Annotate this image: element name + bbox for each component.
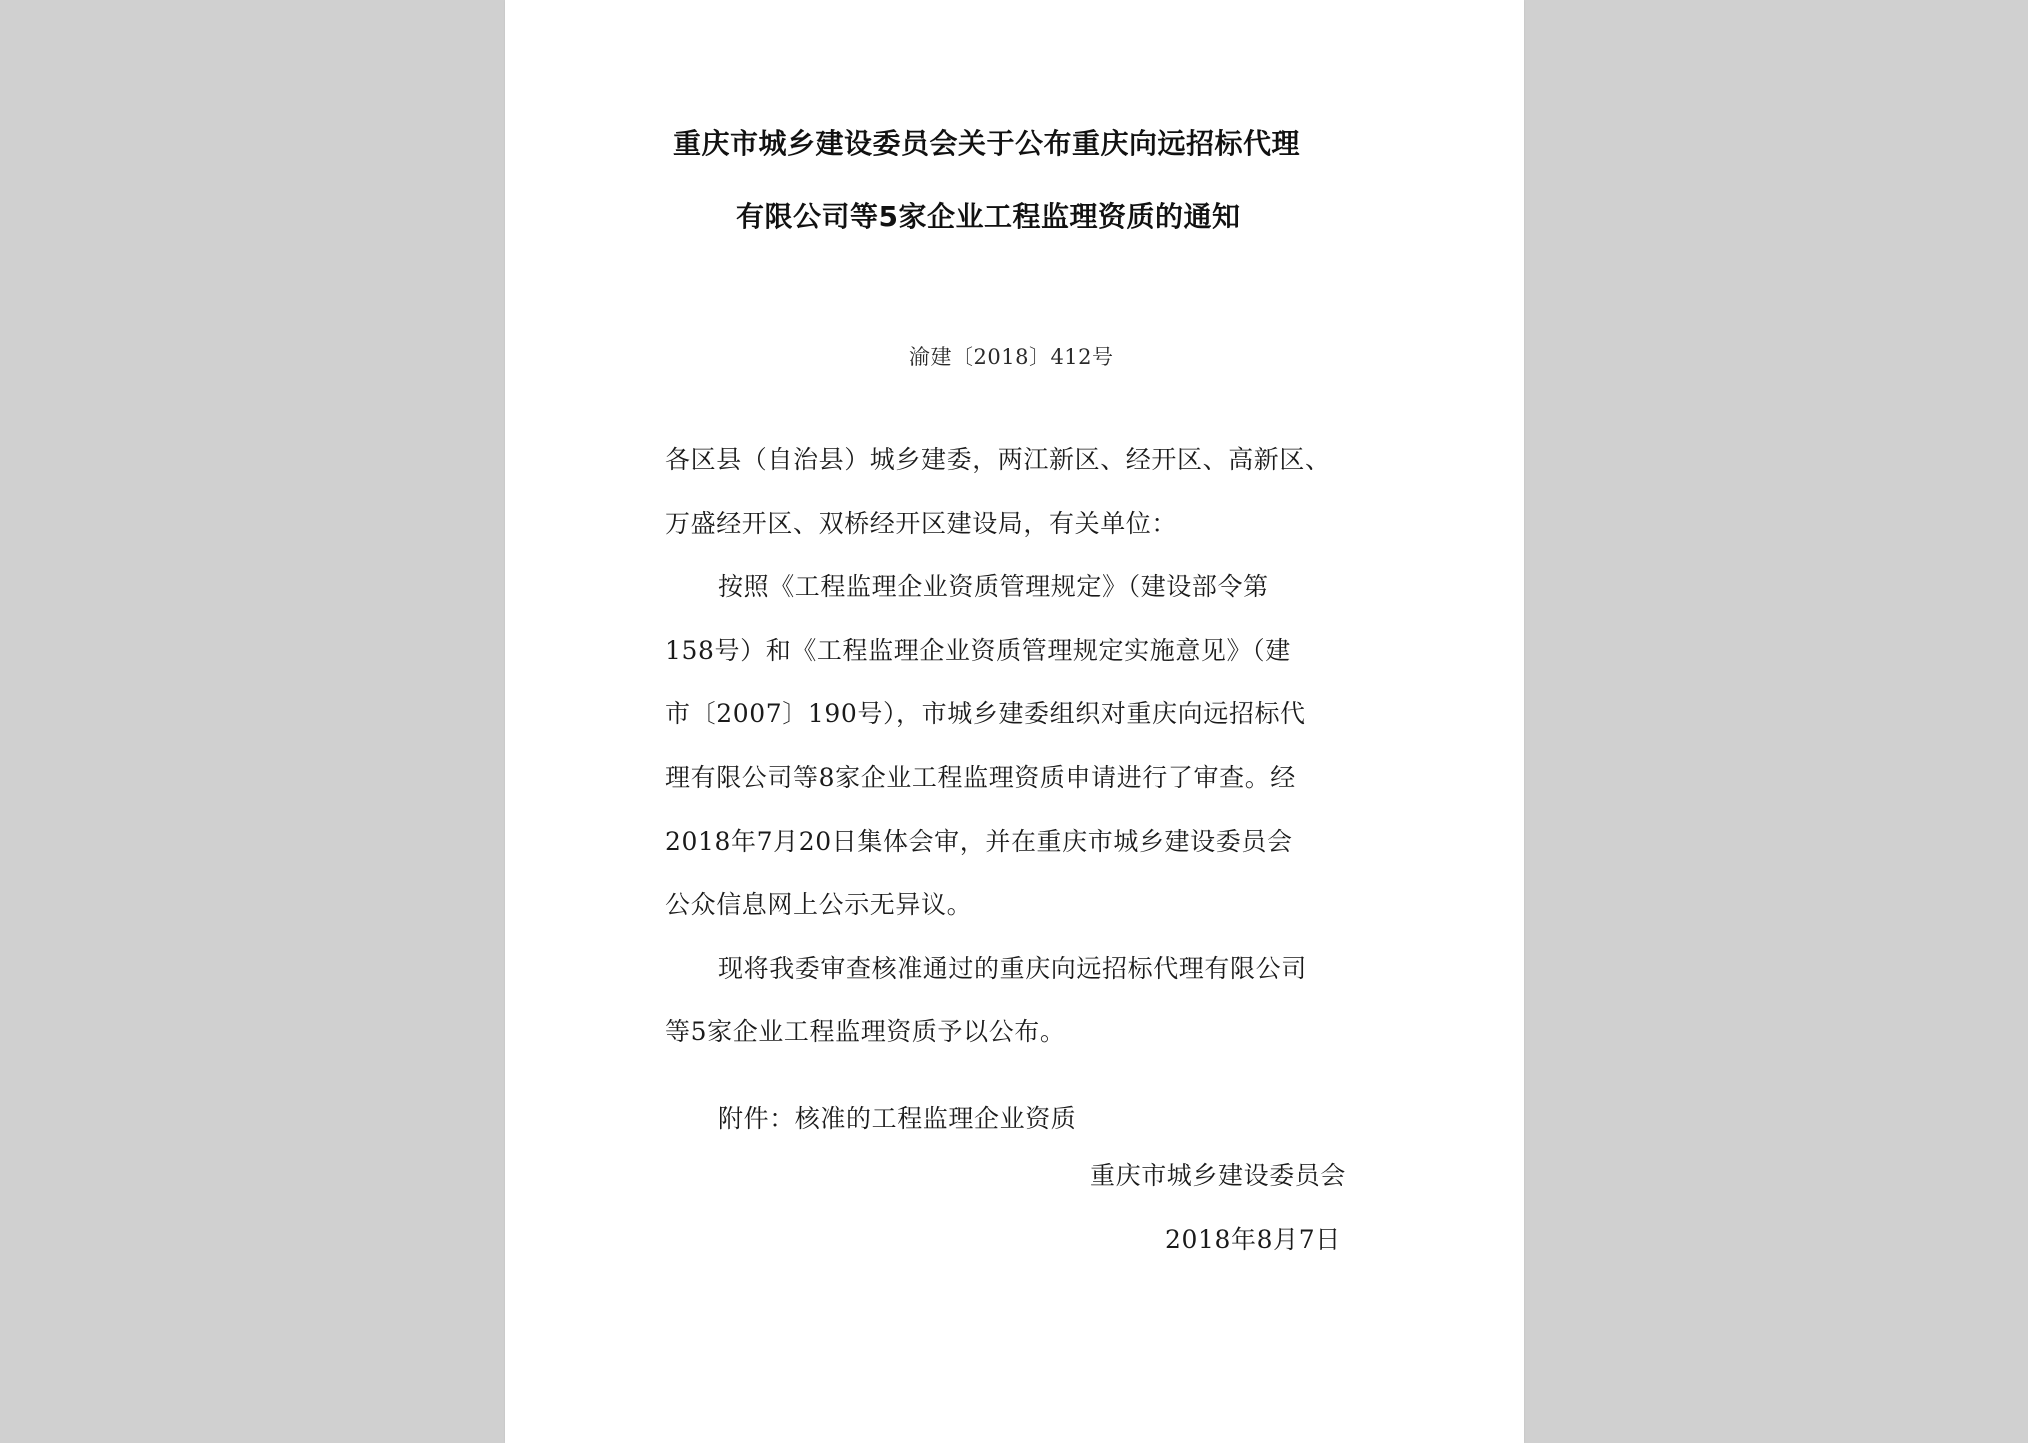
date-line: 2018年8月7日 [1165,1225,1341,1254]
body-line-1: 各区县（自治县）城乡建委，两江新区、经开区、高新区、 [665,445,1331,474]
body-line-7: 2018年7月20日集体会审，并在重庆市城乡建设委员会 [665,827,1293,856]
title-line-1: 重庆市城乡建设委员会关于公布重庆向远招标代理 [673,127,1301,160]
title-line-2: 有限公司等5家企业工程监理资质的通知 [736,200,1241,233]
body-line-6: 理有限公司等8家企业工程监理资质申请进行了审查。经 [665,763,1296,792]
document-page [505,0,1524,1443]
body-line-8: 公众信息网上公示无异议。 [665,890,973,919]
body-line-4: 158号）和《工程监理企业资质管理规定实施意见》（建 [665,636,1291,665]
document-number: 渝建〔2018〕412号 [909,345,1114,369]
body-line-3: 按照《工程监理企业资质管理规定》（建设部令第 [718,572,1269,601]
body-line-10: 等5家企业工程监理资质予以公布。 [665,1017,1066,1046]
signature-line: 重庆市城乡建设委员会 [1090,1161,1347,1190]
attachment-line: 附件：核准的工程监理企业资质 [718,1104,1077,1133]
body-line-2: 万盛经开区、双桥经开区建设局，有关单位： [665,509,1178,538]
body-line-5: 市〔2007〕190号），市城乡建委组织对重庆向远招标代 [665,699,1306,728]
body-line-9: 现将我委审查核准通过的重庆向远招标代理有限公司 [718,954,1307,983]
